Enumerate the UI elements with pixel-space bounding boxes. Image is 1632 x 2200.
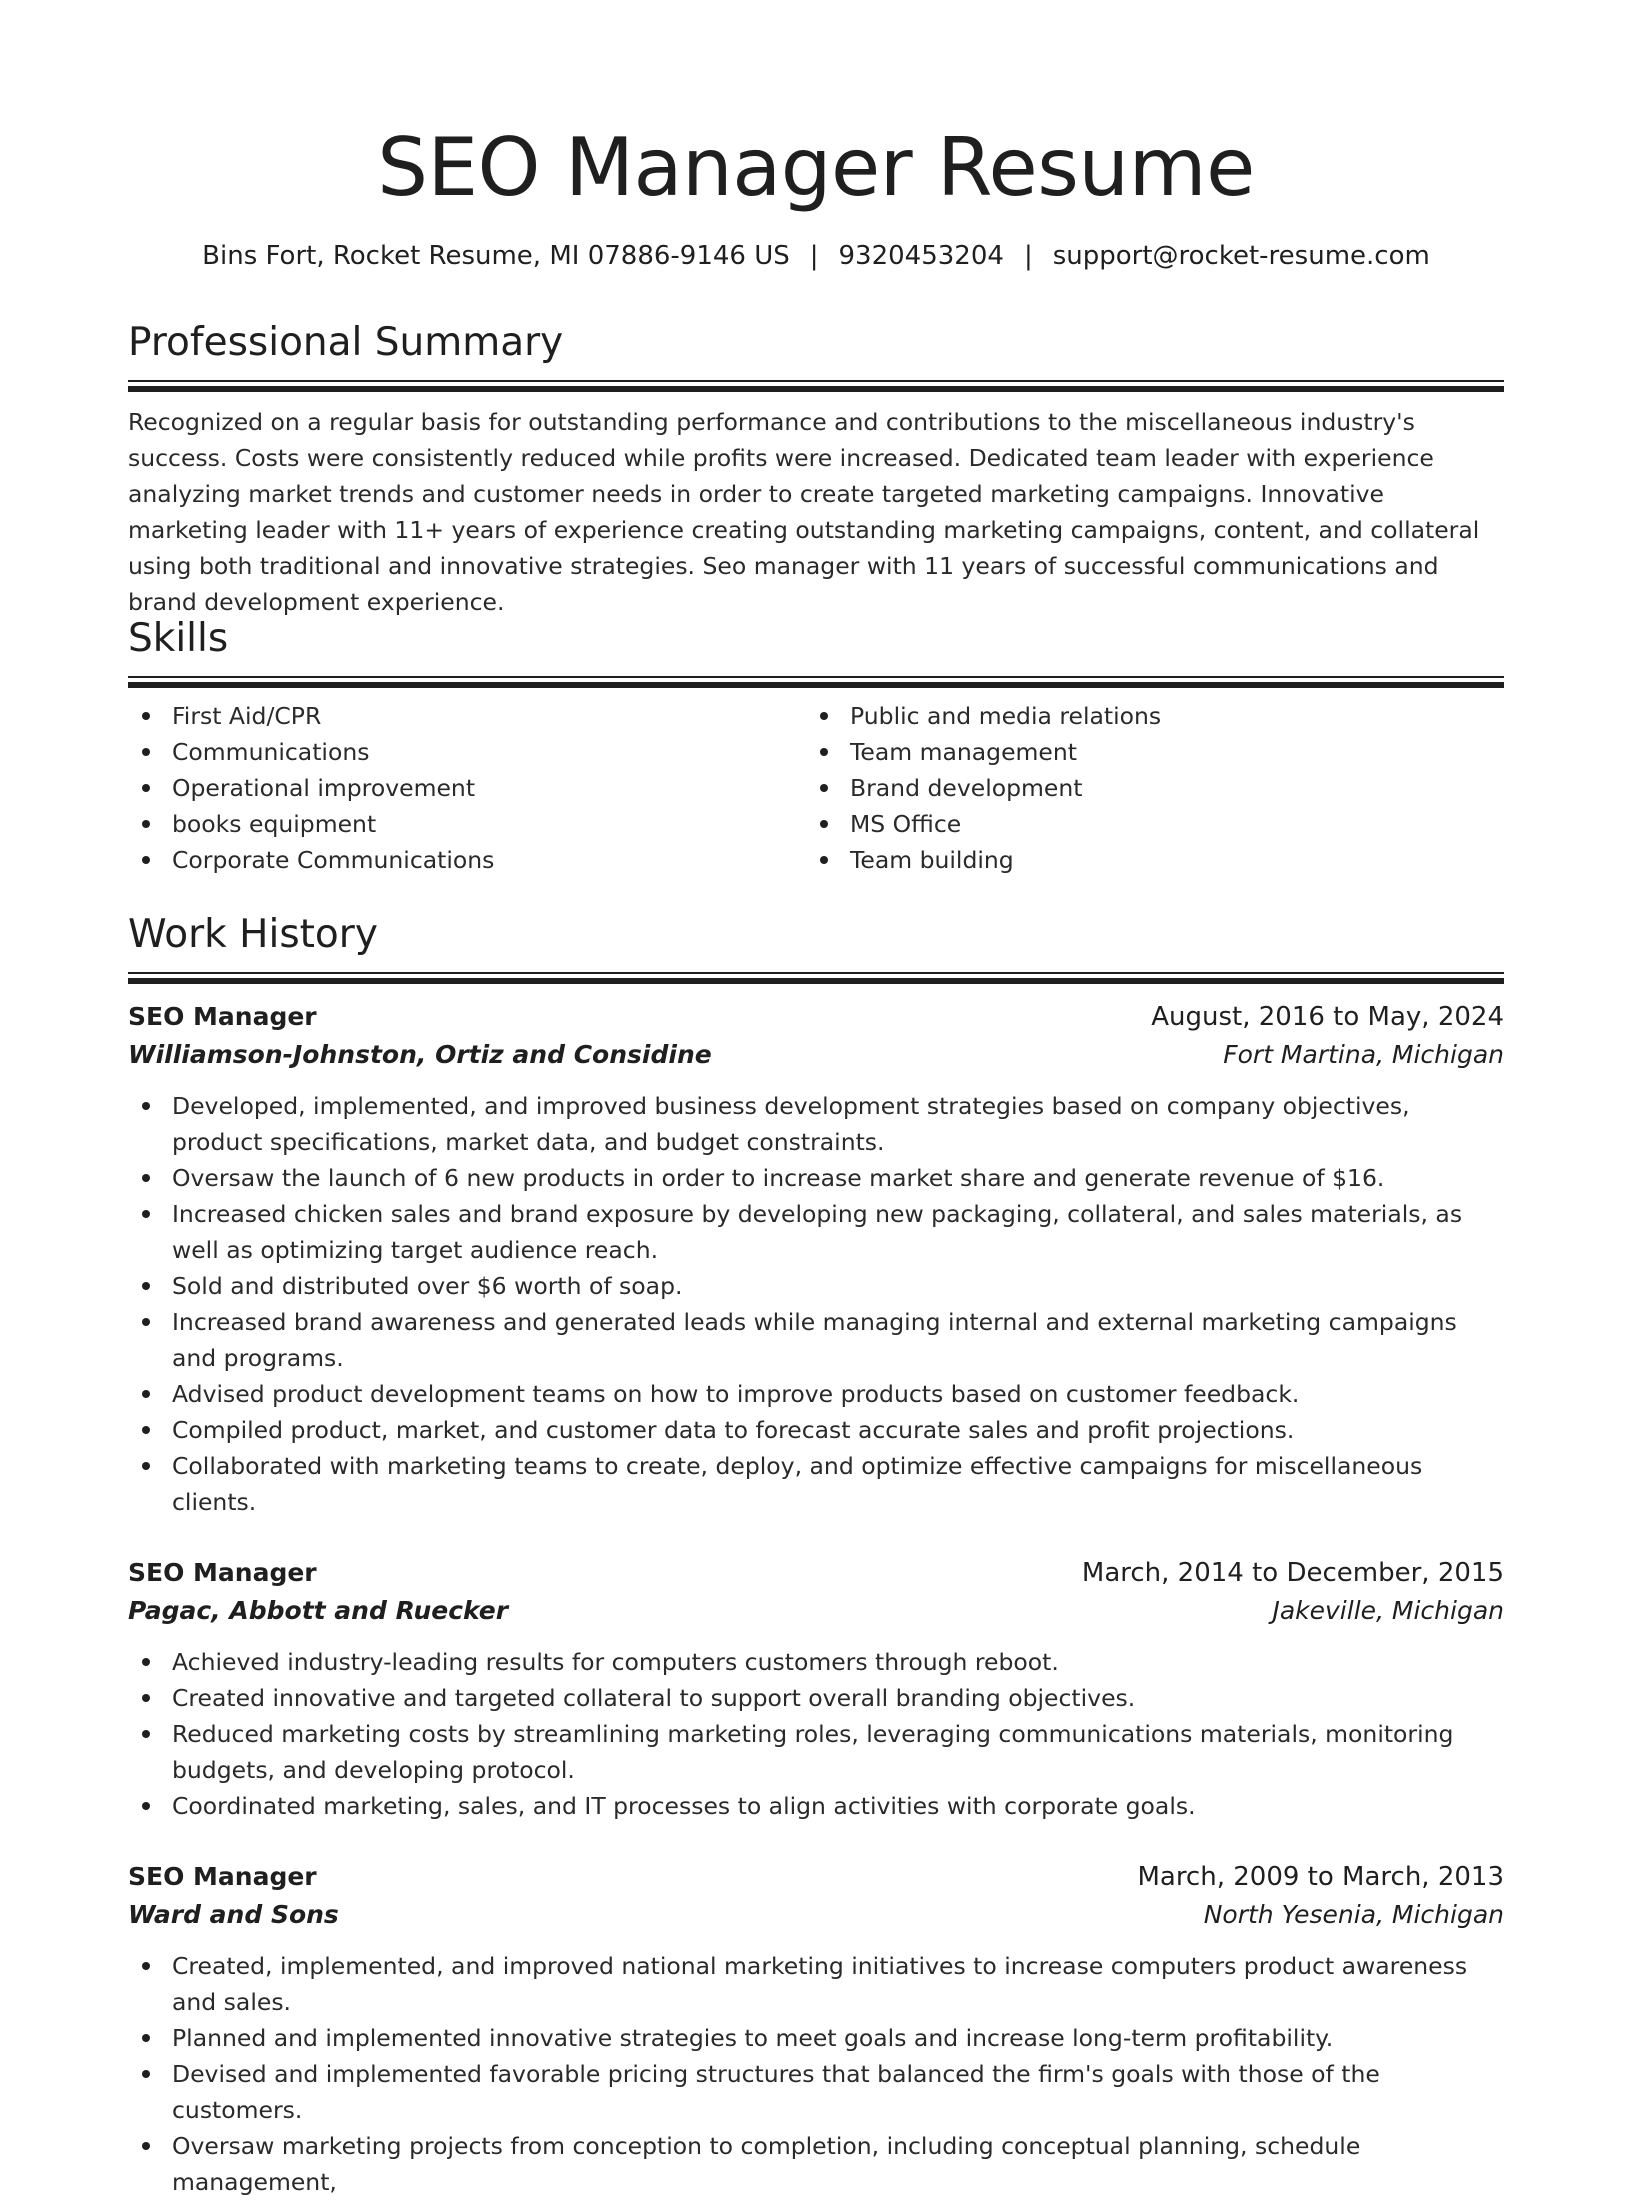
skill-item: Corporate Communications [128, 842, 806, 878]
professional-summary-section [128, 318, 1504, 620]
job-bullets [128, 1644, 1504, 1824]
contact-phone: 9320453204 [838, 241, 1004, 271]
work-history-section [128, 910, 1504, 2200]
job-bullet: Created, implemented, and improved national marketing initiatives to increase computers product awareness and sales. [128, 1948, 1504, 2020]
job-bullet: Increased brand awareness and generated leads while managing internal and external marketing campaigns and programs. [128, 1304, 1504, 1376]
job-bullet: Coordinated marketing, sales, and IT processes to align activities with corporate goals. [128, 1788, 1504, 1824]
job-company: Williamson-Johnston, Ortiz and Considine [128, 1040, 712, 1069]
section-divider [128, 972, 1504, 984]
contact-separator: | [809, 241, 819, 271]
job-bullet: Compiled product, market, and customer data to forecast accurate sales and profit projections. [128, 1412, 1504, 1448]
job-location: North Yesenia, Michigan [1203, 1900, 1504, 1929]
job-entry [128, 998, 1504, 1520]
section-heading: Work History [128, 912, 378, 957]
job-bullet: Achieved industry-leading results for computers customers through reboot. [128, 1644, 1504, 1680]
job-dates: March, 2009 to March, 2013 [1137, 1862, 1504, 1892]
skill-item: MS Office [806, 806, 1484, 842]
job-location: Fort Martina, Michigan [1223, 1040, 1504, 1069]
skills-list-left [128, 698, 806, 878]
contact-separator: | [1023, 241, 1033, 271]
job-bullet: Planned and implemented innovative strategies to meet goals and increase long-term profitability. [128, 2020, 1504, 2056]
job-header-row [128, 998, 1504, 1036]
job-entry [128, 1858, 1504, 2200]
contact-info [0, 236, 1632, 276]
job-company-row [128, 1036, 1504, 1074]
skill-item: First Aid/CPR [128, 698, 806, 734]
contact-address: Bins Fort, Rocket Resume, MI 07886-9146 US [202, 241, 790, 271]
job-location: Jakeville, Michigan [1272, 1596, 1504, 1625]
job-company-row [128, 1592, 1504, 1630]
section-heading: Professional Summary [128, 320, 564, 365]
job-bullet: Devised and implemented favorable pricing structures that balanced the firm's goals with those of the customers. [128, 2056, 1504, 2128]
summary-text: Recognized on a regular basis for outstanding performance and contributions to the miscellaneous industry's success. Costs were consistently reduced while profits were increased. Dedicated team leader with experience analyzing market trends and customer needs in order to create targeted marketing campaigns. Innovative marketing leader with 11+ years of experience creating outstanding marketing campaigns, content, and collateral using both traditional and innovative strategies. Seo manager with 11 years of successful communications and brand development experience. [128, 408, 1480, 616]
job-bullet: Sold and distributed over $6 worth of soap. [128, 1268, 1504, 1304]
skills-list-right [806, 698, 1484, 878]
skill-item: Brand development [806, 770, 1484, 806]
job-title: SEO Manager [128, 1862, 317, 1891]
job-title: SEO Manager [128, 1002, 317, 1031]
skill-item: Team management [806, 734, 1484, 770]
job-bullets [128, 1088, 1504, 1520]
section-heading: Skills [128, 616, 229, 661]
job-bullet: Collaborated with marketing teams to create, deploy, and optimize effective campaigns for miscellaneous clients. [128, 1448, 1504, 1520]
skill-item: Communications [128, 734, 806, 770]
skills-grid [128, 698, 1504, 878]
job-bullet: Developed, implemented, and improved business development strategies based on company objectives, product specifications, market data, and budget constraints. [128, 1088, 1504, 1160]
job-bullet: Advised product development teams on how to improve products based on customer feedback. [128, 1376, 1504, 1412]
job-header-row [128, 1858, 1504, 1896]
job-entry [128, 1554, 1504, 1824]
job-company: Ward and Sons [128, 1900, 339, 1929]
job-company-row [128, 1896, 1504, 1934]
job-dates: March, 2014 to December, 2015 [1081, 1558, 1504, 1588]
job-bullet: Oversaw marketing projects from conception to completion, including conceptual planning, schedule management, [128, 2128, 1504, 2200]
job-company: Pagac, Abbott and Ruecker [128, 1596, 509, 1625]
skill-item: Team building [806, 842, 1484, 878]
skill-item: Operational improvement [128, 770, 806, 806]
job-bullets [128, 1948, 1504, 2200]
skill-item: Public and media relations [806, 698, 1484, 734]
job-dates: August, 2016 to May, 2024 [1151, 1002, 1504, 1032]
skill-item: books equipment [128, 806, 806, 842]
job-bullet: Reduced marketing costs by streamlining marketing roles, leveraging communications materials, monitoring budgets, and developing protocol. [128, 1716, 1504, 1788]
page-title: SEO Manager Resume [377, 121, 1255, 214]
skills-section [128, 614, 1504, 878]
job-header-row [128, 1554, 1504, 1592]
jobs-list [128, 998, 1504, 2200]
job-bullet: Increased chicken sales and brand exposure by developing new packaging, collateral, and sales materials, as well as optimizing target audience reach. [128, 1196, 1504, 1268]
section-divider [128, 676, 1504, 688]
job-title: SEO Manager [128, 1558, 317, 1587]
job-bullet: Created innovative and targeted collateral to support overall branding objectives. [128, 1680, 1504, 1716]
job-bullet: Oversaw the launch of 6 new products in order to increase market share and generate revenue of $16. [128, 1160, 1504, 1196]
section-divider [128, 380, 1504, 392]
contact-email: support@rocket-resume.com [1052, 241, 1430, 271]
